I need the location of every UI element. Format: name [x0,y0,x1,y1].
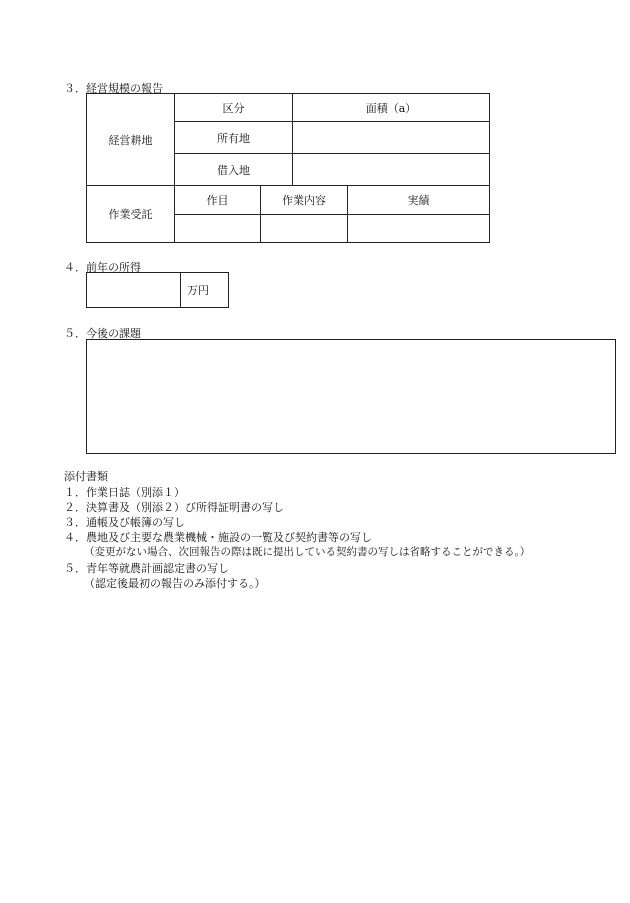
attachment-note: （認定後最初の報告のみ添付する。） [84,577,266,590]
section4-heading: ４．前年の所得 [64,261,141,274]
section5-heading: ５．今後の課題 [64,327,141,340]
attachment-item: １．作業日誌（別添１） [64,486,185,499]
result-cell[interactable] [348,215,490,243]
work-content-cell[interactable] [261,215,348,243]
contract-work-label: 作業受託 [87,186,175,243]
leased-land-label: 借入地 [175,154,293,186]
leased-land-area-cell[interactable] [293,154,490,186]
income-table [86,272,229,308]
owned-land-label: 所有地 [175,122,293,154]
attachment-item: ５．青年等就農計画認定書の写し [64,562,229,575]
attachment-note: （変更がない場合、次回報告の際は既に提出している契約書の写しは省略することができる。） [84,546,531,558]
income-unit: 万円 [181,273,229,308]
col-result: 実績 [348,186,490,215]
future-issues-box[interactable] [86,339,616,454]
farm-scale-table [86,93,490,243]
attachments-title: 添付書類 [64,470,108,483]
attachment-item: ４．農地及び主要な農業機械・施設の一覧及び契約書等の写し [64,531,372,544]
owned-land-area-cell[interactable] [293,122,490,154]
col-crop: 作目 [175,186,261,215]
farmland-label: 経営耕地 [87,94,175,186]
crop-cell[interactable] [175,215,261,243]
attachment-item: ２．決算書及（別添２）び所得証明書の写し [64,501,284,514]
section3-heading: ３．経営規模の報告 [64,82,163,95]
attachment-item: ３．通帳及び帳簿の写し [64,516,185,529]
col-area: 面積（a） [293,94,490,122]
col-work: 作業内容 [261,186,348,215]
income-value-cell[interactable] [87,273,181,308]
col-category: 区分 [175,94,293,122]
